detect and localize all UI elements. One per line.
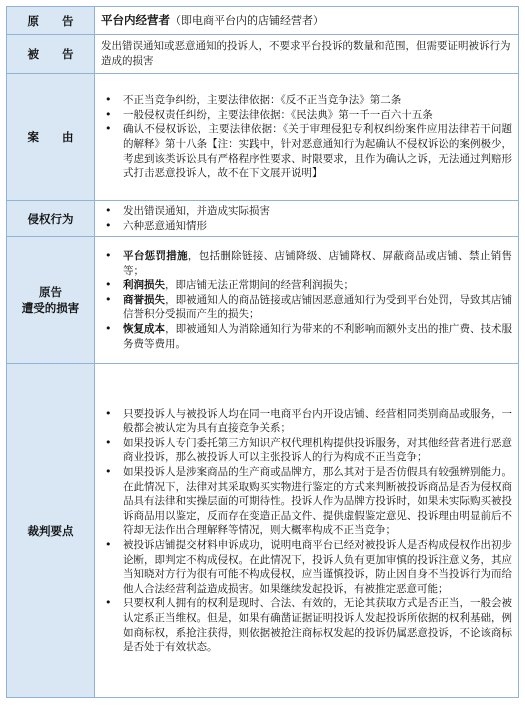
judgment-item: • 如果投诉人是涉案商品的生产商或品牌方，那么其对于是否仿假具有较强辨别能力。在此情况下，法律对其采取购买实物进行鉴定的方式来判断被投诉商品是否为侵权商品具有法律和实操层面的可期待性。投诉人作为品牌方投诉时，如果未实际购买被投诉商品用以鉴定，反而存在变造正品文件、提供虚假鉴定意见、投诉理由明显前后不符却无法作出合理解释等情况，则大概率构成不正当竞争； — [101, 465, 512, 538]
tort-content — [95, 201, 519, 237]
tort-row — [7, 201, 519, 237]
judgment-content — [95, 364, 519, 698]
defendant-content: 发出错误通知或恶意通知的投诉人，不要求平台投诉的数量和范围，但需要证明被诉行为造成的损害 — [95, 35, 519, 74]
tort-list — [101, 204, 512, 233]
judgment-label: 裁判要点 — [7, 364, 95, 698]
plaintiff-row — [7, 7, 519, 35]
judgment-item: • 只要权利人拥有的权利是现时、合法、有效的，无论其获取方式是否正当，一般会被认定系正当维权。但是，如果有确凿证据证明投诉人发起投诉所依据的权利基础，例如商标权，系抢注获得，则依据被抢注商标权发起的投诉仍属恶意投诉，不论该商标是否处于有效状态。 — [101, 596, 512, 654]
loss-content — [95, 237, 519, 364]
case-summary-table — [6, 6, 519, 698]
loss-item — [101, 322, 512, 351]
plaintiff-content — [95, 7, 519, 35]
cause-item: • 一般侵权责任纠纷，主要法律依据：《民法典》第一千一百六十五条 — [101, 108, 512, 123]
tort-label: 侵权行为 — [7, 201, 95, 237]
tort-item: • 发出错误通知，并造成实际损害 — [101, 204, 512, 219]
cause-list — [101, 93, 512, 181]
loss-item — [101, 293, 512, 322]
case-summary-table-container — [6, 6, 518, 698]
defendant-row — [7, 35, 519, 74]
loss-item-text: ，即被通知人的商品链接或店铺因恶意通知行为受到平台处罚，导致其店铺信誉积分受损而产生的损失； — [123, 293, 513, 321]
judgment-row — [7, 364, 519, 698]
cause-item: • 不正当竞争纠纷，主要法律依据：《反不正当竞争法》第二条 — [101, 93, 512, 108]
loss-item-key: 利润损失 — [123, 279, 165, 292]
loss-row — [7, 237, 519, 364]
plaintiff-label: 原 告 — [7, 7, 95, 35]
loss-list — [101, 249, 512, 351]
cause-content — [95, 74, 519, 201]
judgment-item: • 如果投诉人专门委托第三方知识产权代理机构提供投诉服务，对其他经营者进行恶意商业投诉，那么被投诉人可以主张投诉人的行为构成不正当竞争； — [101, 436, 512, 465]
loss-item-text: ，包括删除链接、店铺降级、店铺降权、屏蔽商品或店铺、禁止销售等； — [123, 250, 513, 277]
plaintiff-head: 平台内经营者 — [101, 12, 170, 27]
cause-row — [7, 74, 519, 201]
loss-item-key: 恢复成本 — [123, 323, 166, 336]
loss-item — [101, 278, 512, 293]
defendant-label: 被 告 — [7, 35, 95, 74]
judgment-list — [101, 407, 512, 655]
cause-label: 案 由 — [7, 74, 95, 201]
cause-item: • 确认不侵权诉讼，主要法律依据：《关于审理侵犯专利权纠纷案件应用法律若干问题的解释》第十八条【注：实践中，针对恶意通知行为起确认不侵权诉讼的案例极少，考虑到该类诉讼具有严格程序性要求、时限要求，且作为确认之诉，无法通过判赔形式打击恶意投诉人，故不在下文展开说明】 — [101, 122, 512, 180]
loss-label-line2: 遭受的损害 — [21, 301, 80, 316]
loss-label — [7, 237, 95, 364]
tort-item: • 六种恶意通知情形 — [101, 219, 512, 234]
plaintiff-note: （即电商平台内的店铺经营者） — [170, 13, 324, 27]
loss-item-text: ，即店铺无法正常期间的经营利润损失； — [165, 279, 354, 292]
loss-item-key: 平台惩罚措施 — [123, 250, 188, 263]
judgment-item: • 被投诉店铺提交材料申诉成功，说明电商平台已经对被投诉人是否构成侵权作出初步论断，即判定不构成侵权。在此情况下，投诉人负有更加审慎的投诉注意义务，其应当知晓对方行为很有可能不构成侵权，应当谨慎投诉，防止因自身不当投诉行为而给他人合法经营利益造成损害。如果继续发起投诉，有被推定恶意可能； — [101, 538, 512, 596]
judgment-item: • 只要投诉人与被投诉人均在同一电商平台内开设店铺、经营相同类别商品或服务，一般都会被认定为具有直接竞争关系； — [101, 407, 512, 436]
loss-label-line1: 原告 — [39, 285, 62, 300]
loss-item-key: 商誉损失 — [123, 293, 166, 306]
loss-item — [101, 249, 512, 278]
loss-item-text: ，即被通知人为消除通知行为带来的不利影响而额外支出的推广费、技术服务费等费用。 — [123, 323, 513, 350]
